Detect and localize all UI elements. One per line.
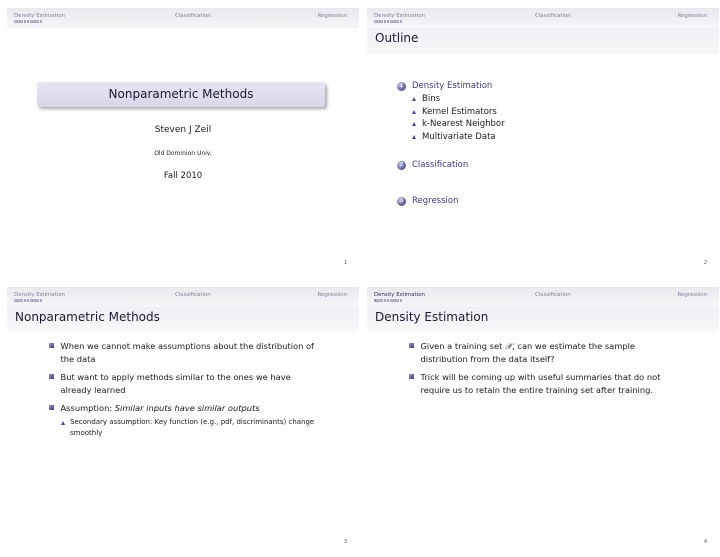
- toc-subsection-bins[interactable]: [412, 93, 505, 106]
- nav-dots[interactable]: [374, 20, 402, 23]
- toc-subsection-kernel-estimators[interactable]: [412, 106, 505, 119]
- page-number: 3: [343, 539, 347, 545]
- list-item: [409, 340, 679, 366]
- square-bullet-icon: [409, 374, 414, 379]
- nav-bar: [7, 8, 359, 28]
- toc-section-label[interactable]: Classification: [412, 160, 469, 170]
- toc-subsections: [412, 93, 505, 143]
- bullet-list: [49, 340, 319, 439]
- training-set-symbol: 𝒳: [504, 341, 513, 351]
- nav-density-estimation[interactable]: Density Estimation: [374, 292, 425, 298]
- slide-title: [7, 8, 359, 274]
- list-item: [49, 371, 319, 397]
- triangle-bullet-icon: [412, 110, 416, 114]
- list-item: [49, 340, 319, 366]
- toc-subsection-label[interactable]: Multivariate Data: [422, 131, 496, 142]
- toc-subsection-knn[interactable]: [412, 118, 505, 131]
- toc-section-regression[interactable]: [397, 195, 505, 207]
- nav-density-estimation[interactable]: Density Estimation: [374, 13, 425, 19]
- square-bullet-icon: [49, 343, 54, 348]
- page-number: 4: [703, 539, 707, 545]
- bullet-text: But want to apply methods similar to the ones we have already learned: [60, 372, 291, 395]
- toc-section-label[interactable]: Density Estimation: [412, 81, 493, 91]
- triangle-bullet-icon: [412, 135, 416, 139]
- nav-classification[interactable]: Classification: [535, 292, 571, 298]
- bullet-text: When we cannot make assumptions about the distribution of the data: [60, 341, 314, 364]
- author: Steven J Zeil: [154, 125, 212, 135]
- nav-bar: [7, 287, 359, 307]
- nav-classification[interactable]: Classification: [175, 292, 211, 298]
- triangle-bullet-icon: [61, 421, 65, 425]
- toc-subsection-label[interactable]: Bins: [422, 94, 441, 105]
- nav-bar: [367, 287, 719, 307]
- frametitle-band: [367, 28, 719, 54]
- sub-bullet-text: Secondary assumption: Key function (e.g., pdf, discriminants) change smoothly: [70, 418, 315, 437]
- page-number: 2: [703, 260, 707, 266]
- toc-subsection-label[interactable]: k-Nearest Neighbor: [422, 119, 505, 130]
- nav-dots[interactable]: [14, 20, 42, 23]
- presentation-title: Nonparametric Methods: [108, 87, 254, 101]
- slide-nonparametric-methods: [7, 287, 359, 553]
- list-item: [49, 402, 319, 415]
- nav-regression[interactable]: Regression: [317, 13, 347, 19]
- slide-outline: [367, 8, 719, 274]
- list-item: [409, 371, 679, 397]
- nav-density-estimation[interactable]: Density Estimation: [14, 292, 65, 298]
- institute: Old Dominion Univ.: [154, 150, 212, 157]
- nav-dots[interactable]: [374, 299, 402, 302]
- nav-regression[interactable]: Regression: [677, 13, 707, 19]
- nav-density-estimation[interactable]: Density Estimation: [14, 13, 65, 19]
- toc-subsection-label[interactable]: Kernel Estimators: [422, 106, 497, 117]
- bullet-list: [409, 340, 679, 402]
- toc-section-label[interactable]: Regression: [412, 196, 459, 206]
- assumption-label: Assumption:: [60, 403, 115, 413]
- bullet-text: [61, 402, 260, 415]
- date: Fall 2010: [163, 171, 203, 181]
- page-number: 1: [343, 260, 347, 266]
- triangle-bullet-icon: [412, 122, 416, 126]
- triangle-bullet-icon: [412, 97, 416, 101]
- bullet-text: Given a training set 𝒳, can we estimate the sample distribution from the data itself?: [420, 341, 636, 364]
- sub-list-item: [61, 417, 319, 439]
- section-number-ball: 3: [397, 197, 406, 206]
- title-box: [37, 82, 325, 107]
- section-number-ball: 1: [397, 82, 406, 91]
- toc-section-classification[interactable]: [397, 159, 505, 171]
- toc-section-density-estimation[interactable]: [397, 80, 505, 92]
- square-bullet-icon: [409, 343, 414, 348]
- assumption-emphasis: Similar inputs have similar outputs: [114, 403, 260, 413]
- nav-bar: [367, 8, 719, 28]
- nav-regression[interactable]: Regression: [317, 292, 347, 298]
- toc-subsection-multivariate[interactable]: [412, 131, 505, 144]
- square-bullet-icon: [49, 405, 54, 410]
- frame-title: Outline: [375, 31, 419, 45]
- slide-density-estimation: [367, 287, 719, 553]
- bullet-text: Trick will be coming up with useful summaries that do not require us to retain the entire training set after training.: [420, 372, 661, 395]
- frame-title: Nonparametric Methods: [15, 310, 160, 324]
- section-number-ball: 2: [397, 161, 406, 170]
- table-of-contents: [397, 80, 505, 207]
- nav-classification[interactable]: Classification: [175, 13, 211, 19]
- square-bullet-icon: [49, 374, 54, 379]
- nav-regression[interactable]: Regression: [677, 292, 707, 298]
- nav-classification[interactable]: Classification: [535, 13, 571, 19]
- nav-dots[interactable]: [14, 299, 42, 302]
- frame-title: Density Estimation: [375, 310, 489, 324]
